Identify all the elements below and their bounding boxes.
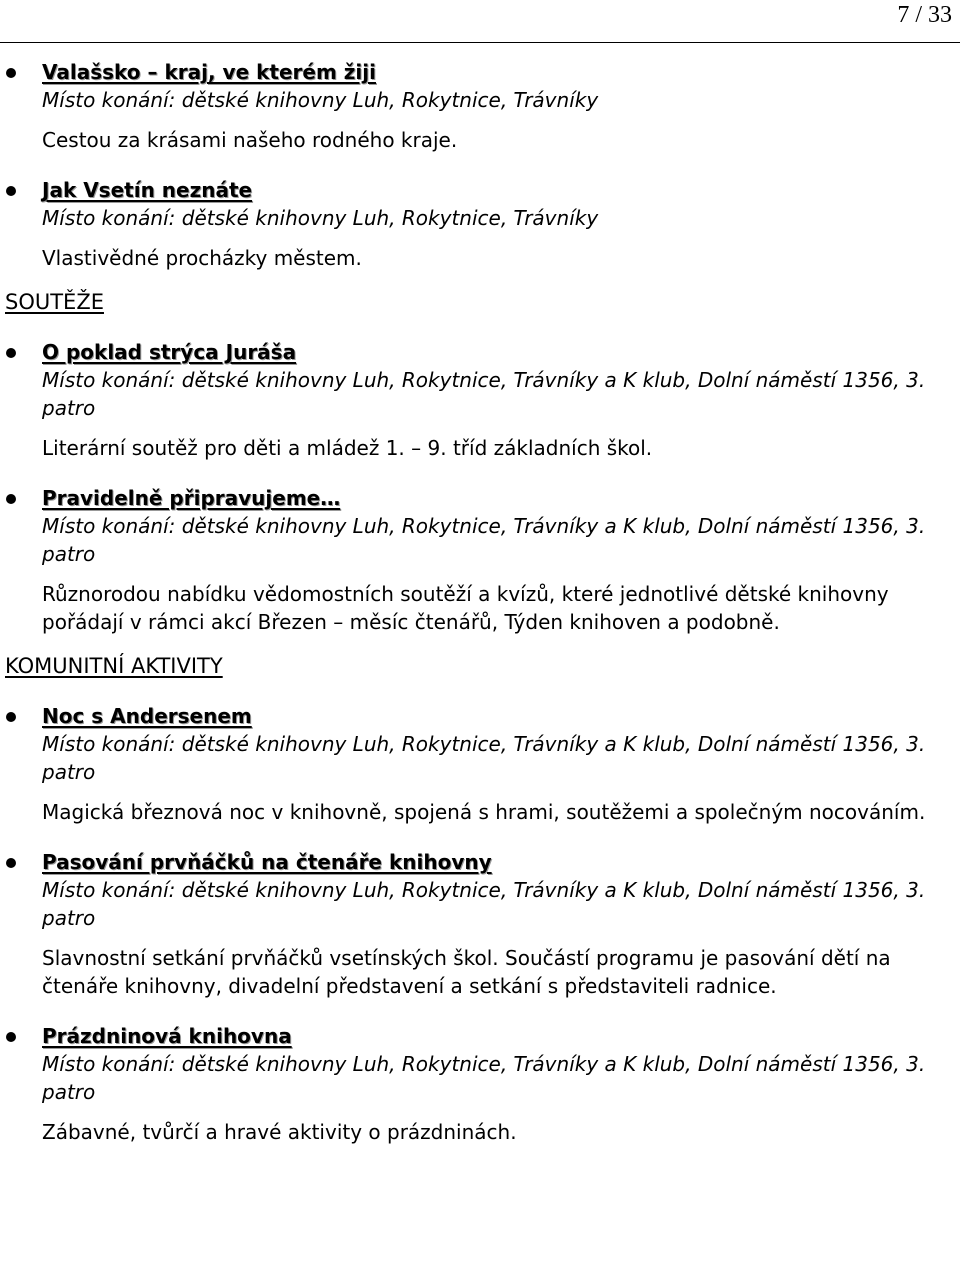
item-title: O poklad strýca Juráša (42, 340, 297, 364)
item-description: Magická březnová noc v knihovně, spojená s hrami, soutěžemi a společným nocováním. (42, 800, 926, 824)
section-heading: SOUTĚŽE (5, 290, 104, 314)
section-competitions (0, 288, 960, 636)
item-title: Pasování prvňáčků na čtenáře knihovny (42, 850, 492, 874)
list-item (0, 176, 960, 272)
item-title: Pravidelně připravujeme… (42, 486, 341, 510)
bullet-icon (6, 494, 16, 504)
list-item (0, 484, 960, 636)
item-description: Různorodou nabídku vědomostních soutěží a kvízů, které jednotlivé dětské knihovny pořádají v rámci akcí Březen – měsíc čtenářů, Týden knihoven a podobně. (42, 582, 889, 634)
item-description: Cestou za krásami našeho rodného kraje. (42, 128, 458, 152)
section-intro (0, 58, 960, 272)
item-description: Slavnostní setkání prvňáčků vsetínských škol. Součástí programu je pasování dětí na čtenáře knihovny, divadelní představení a setkání s představiteli radnice. (42, 946, 891, 998)
bullet-icon (6, 712, 16, 722)
list-item (0, 338, 960, 462)
bullet-icon (6, 348, 16, 358)
item-place: Místo konání: dětské knihovny Luh, Rokytnice, Trávníky a K klub, Dolní náměstí 1356, 3. patro (42, 368, 926, 420)
item-title: Prázdninová knihovna (42, 1024, 292, 1048)
item-place: Místo konání: dětské knihovny Luh, Rokytnice, Trávníky a K klub, Dolní náměstí 1356, 3. patro (42, 1052, 926, 1104)
item-title: Jak Vsetín neznáte (42, 178, 253, 202)
item-title: Noc s Andersenem (42, 704, 252, 728)
section-heading: KOMUNITNÍ AKTIVITY (5, 654, 223, 678)
list-item (0, 58, 960, 154)
bullet-icon (6, 68, 16, 78)
item-title: Valašsko – kraj, ve kterém žiji (42, 60, 376, 84)
item-description: Vlastivědné procházky městem. (42, 246, 362, 270)
item-place: Místo konání: dětské knihovny Luh, Rokytnice, Trávníky a K klub, Dolní náměstí 1356, 3. patro (42, 878, 926, 930)
list-item (0, 848, 960, 1000)
list-item (0, 1022, 960, 1146)
bullet-icon (6, 186, 16, 196)
header-divider (0, 42, 960, 43)
item-description: Zábavné, tvůrčí a hravé aktivity o prázdninách. (42, 1120, 517, 1144)
item-place: Místo konání: dětské knihovny Luh, Rokytnice, Trávníky (42, 88, 599, 112)
list-item (0, 702, 960, 826)
document-body (0, 58, 960, 1146)
item-place: Místo konání: dětské knihovny Luh, Rokytnice, Trávníky a K klub, Dolní náměstí 1356, 3. patro (42, 732, 926, 784)
page-number: 7 / 33 (897, 2, 952, 28)
item-description: Literární soutěž pro děti a mládež 1. – 9. tříd základních škol. (42, 436, 653, 460)
bullet-icon (6, 858, 16, 868)
section-community-activities (0, 652, 960, 1146)
item-place: Místo konání: dětské knihovny Luh, Rokytnice, Trávníky a K klub, Dolní náměstí 1356, 3. patro (42, 514, 926, 566)
item-place: Místo konání: dětské knihovny Luh, Rokytnice, Trávníky (42, 206, 599, 230)
bullet-icon (6, 1032, 16, 1042)
